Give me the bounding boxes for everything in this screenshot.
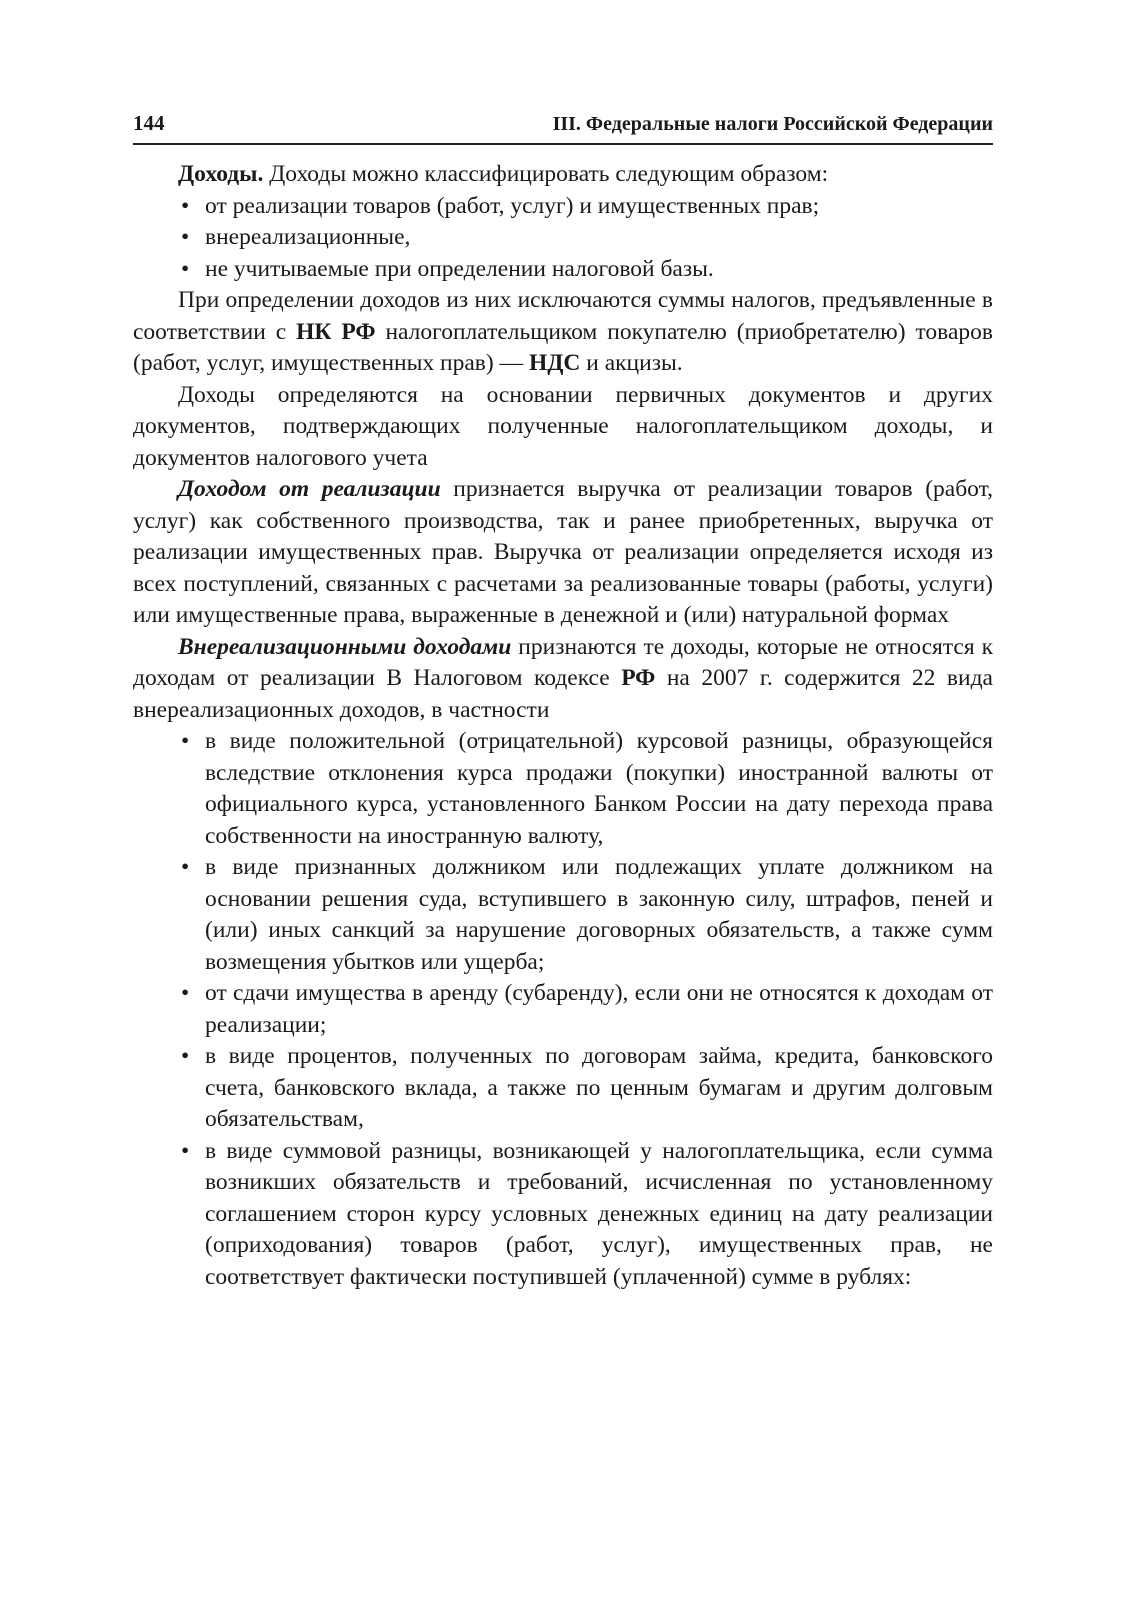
bullet-icon: • bbox=[181, 980, 190, 1006]
bullet-icon: • bbox=[181, 1043, 190, 1069]
list-item: • от реализации товаров (работ, услуг) и имущественных прав; bbox=[133, 191, 993, 223]
list-item: • в виде суммовой разницы, возникающей у налогоплательщика, если сумма возникших обязательств и требований, исчисленная по установленному соглашением сторон курсу условных денежных единиц на дату реализации (оприходования) товаров (работ, услуг), имущественных прав, не соответствует фактически поступившей (уплаченной) сумме в рублях: bbox=[181, 1137, 993, 1290]
bullet-icon: • bbox=[181, 728, 190, 754]
paragraph-income-documents: Доходы определяются на основании первичных документов и других документов, подтверждающих полученные налогоплательщиком доходы, и документов налогового учета bbox=[133, 381, 993, 471]
paragraph-text: Доходы можно классифицировать следующим образом: bbox=[263, 161, 829, 187]
paragraph-sales-income: Доходом от реализации признается выручка от реализации товаров (работ, услуг) как собственного производства, так и ранее приобретенных, выручка от реализации имущественных прав. Выручка от реализации определяется исходя из всех поступлений, связанных с расчетами за реализованные товары (работы, услуги) или имущественные права, выраженные в денежной и (или) натуральной формах bbox=[133, 476, 993, 628]
paragraph-income-classification bbox=[133, 159, 993, 191]
list-item: • в виде положительной (отрицательной) курсовой разницы, образующейся вследствие отклонения курса продажи (покупки) иностранной валюты от официального курса, установленного Банком России на дату перехода права собственности на иностранную валюту, bbox=[181, 728, 993, 849]
non-operating-income-list bbox=[133, 726, 993, 1293]
term-sales-income: Доходом от реализации bbox=[178, 476, 441, 502]
term-nk-rf: НК РФ bbox=[296, 318, 376, 345]
page-header bbox=[133, 110, 993, 145]
bullet-icon: • bbox=[181, 854, 190, 880]
paragraph-tax-exclusion: При определении доходов из них исключаются суммы налогов, предъявленные в соответствии с НК РФ налогоплательщиком покупателю (приобретателю) товаров (работ, услуг, имущественных прав) — НДС и акцизы. bbox=[133, 287, 993, 376]
list-item: • не учитываемые при определении налоговой базы. bbox=[133, 254, 993, 286]
list-item: • в виде признанных должником или подлежащих уплате должником на основании решения суда, вступившего в законную силу, штрафов, пеней и (или) иных санкций за нарушение договорных обязательств, а также сумм возмещения убытков или ущерба; bbox=[181, 854, 993, 975]
term-income: Доходы. bbox=[178, 161, 264, 187]
term-non-operating-income: Внереализационными доходами bbox=[178, 633, 512, 660]
running-title: III. Федеральные налоги Российской Федерации bbox=[552, 113, 993, 135]
term-nds: НДС bbox=[528, 350, 581, 376]
book-page bbox=[133, 110, 993, 1293]
list-item: • в виде процентов, полученных по договорам займа, кредита, банковского счета, банковского вклада, а также по ценным бумагам и другим долговым обязательствам, bbox=[181, 1043, 993, 1132]
term-rf: РФ bbox=[621, 665, 656, 691]
page-number: 144 bbox=[133, 111, 165, 135]
bullet-icon: • bbox=[181, 224, 190, 250]
paragraph-non-operating-income: Внереализационными доходами признаются те доходы, которые не относятся к доходам от реализации В Налоговом кодексе РФ на 2007 г. содержится 22 вида внереализационных доходов, в частности bbox=[133, 633, 993, 723]
bullet-icon: • bbox=[181, 192, 190, 219]
bullet-icon: • bbox=[181, 255, 190, 282]
list-item: • от сдачи имущества в аренду (субаренду), если они не относятся к доходам от реализации; bbox=[181, 980, 993, 1038]
bullet-icon: • bbox=[181, 1137, 190, 1164]
income-types-list bbox=[133, 191, 993, 286]
list-item: • внереализационные, bbox=[133, 222, 993, 254]
page-content bbox=[133, 159, 993, 1293]
